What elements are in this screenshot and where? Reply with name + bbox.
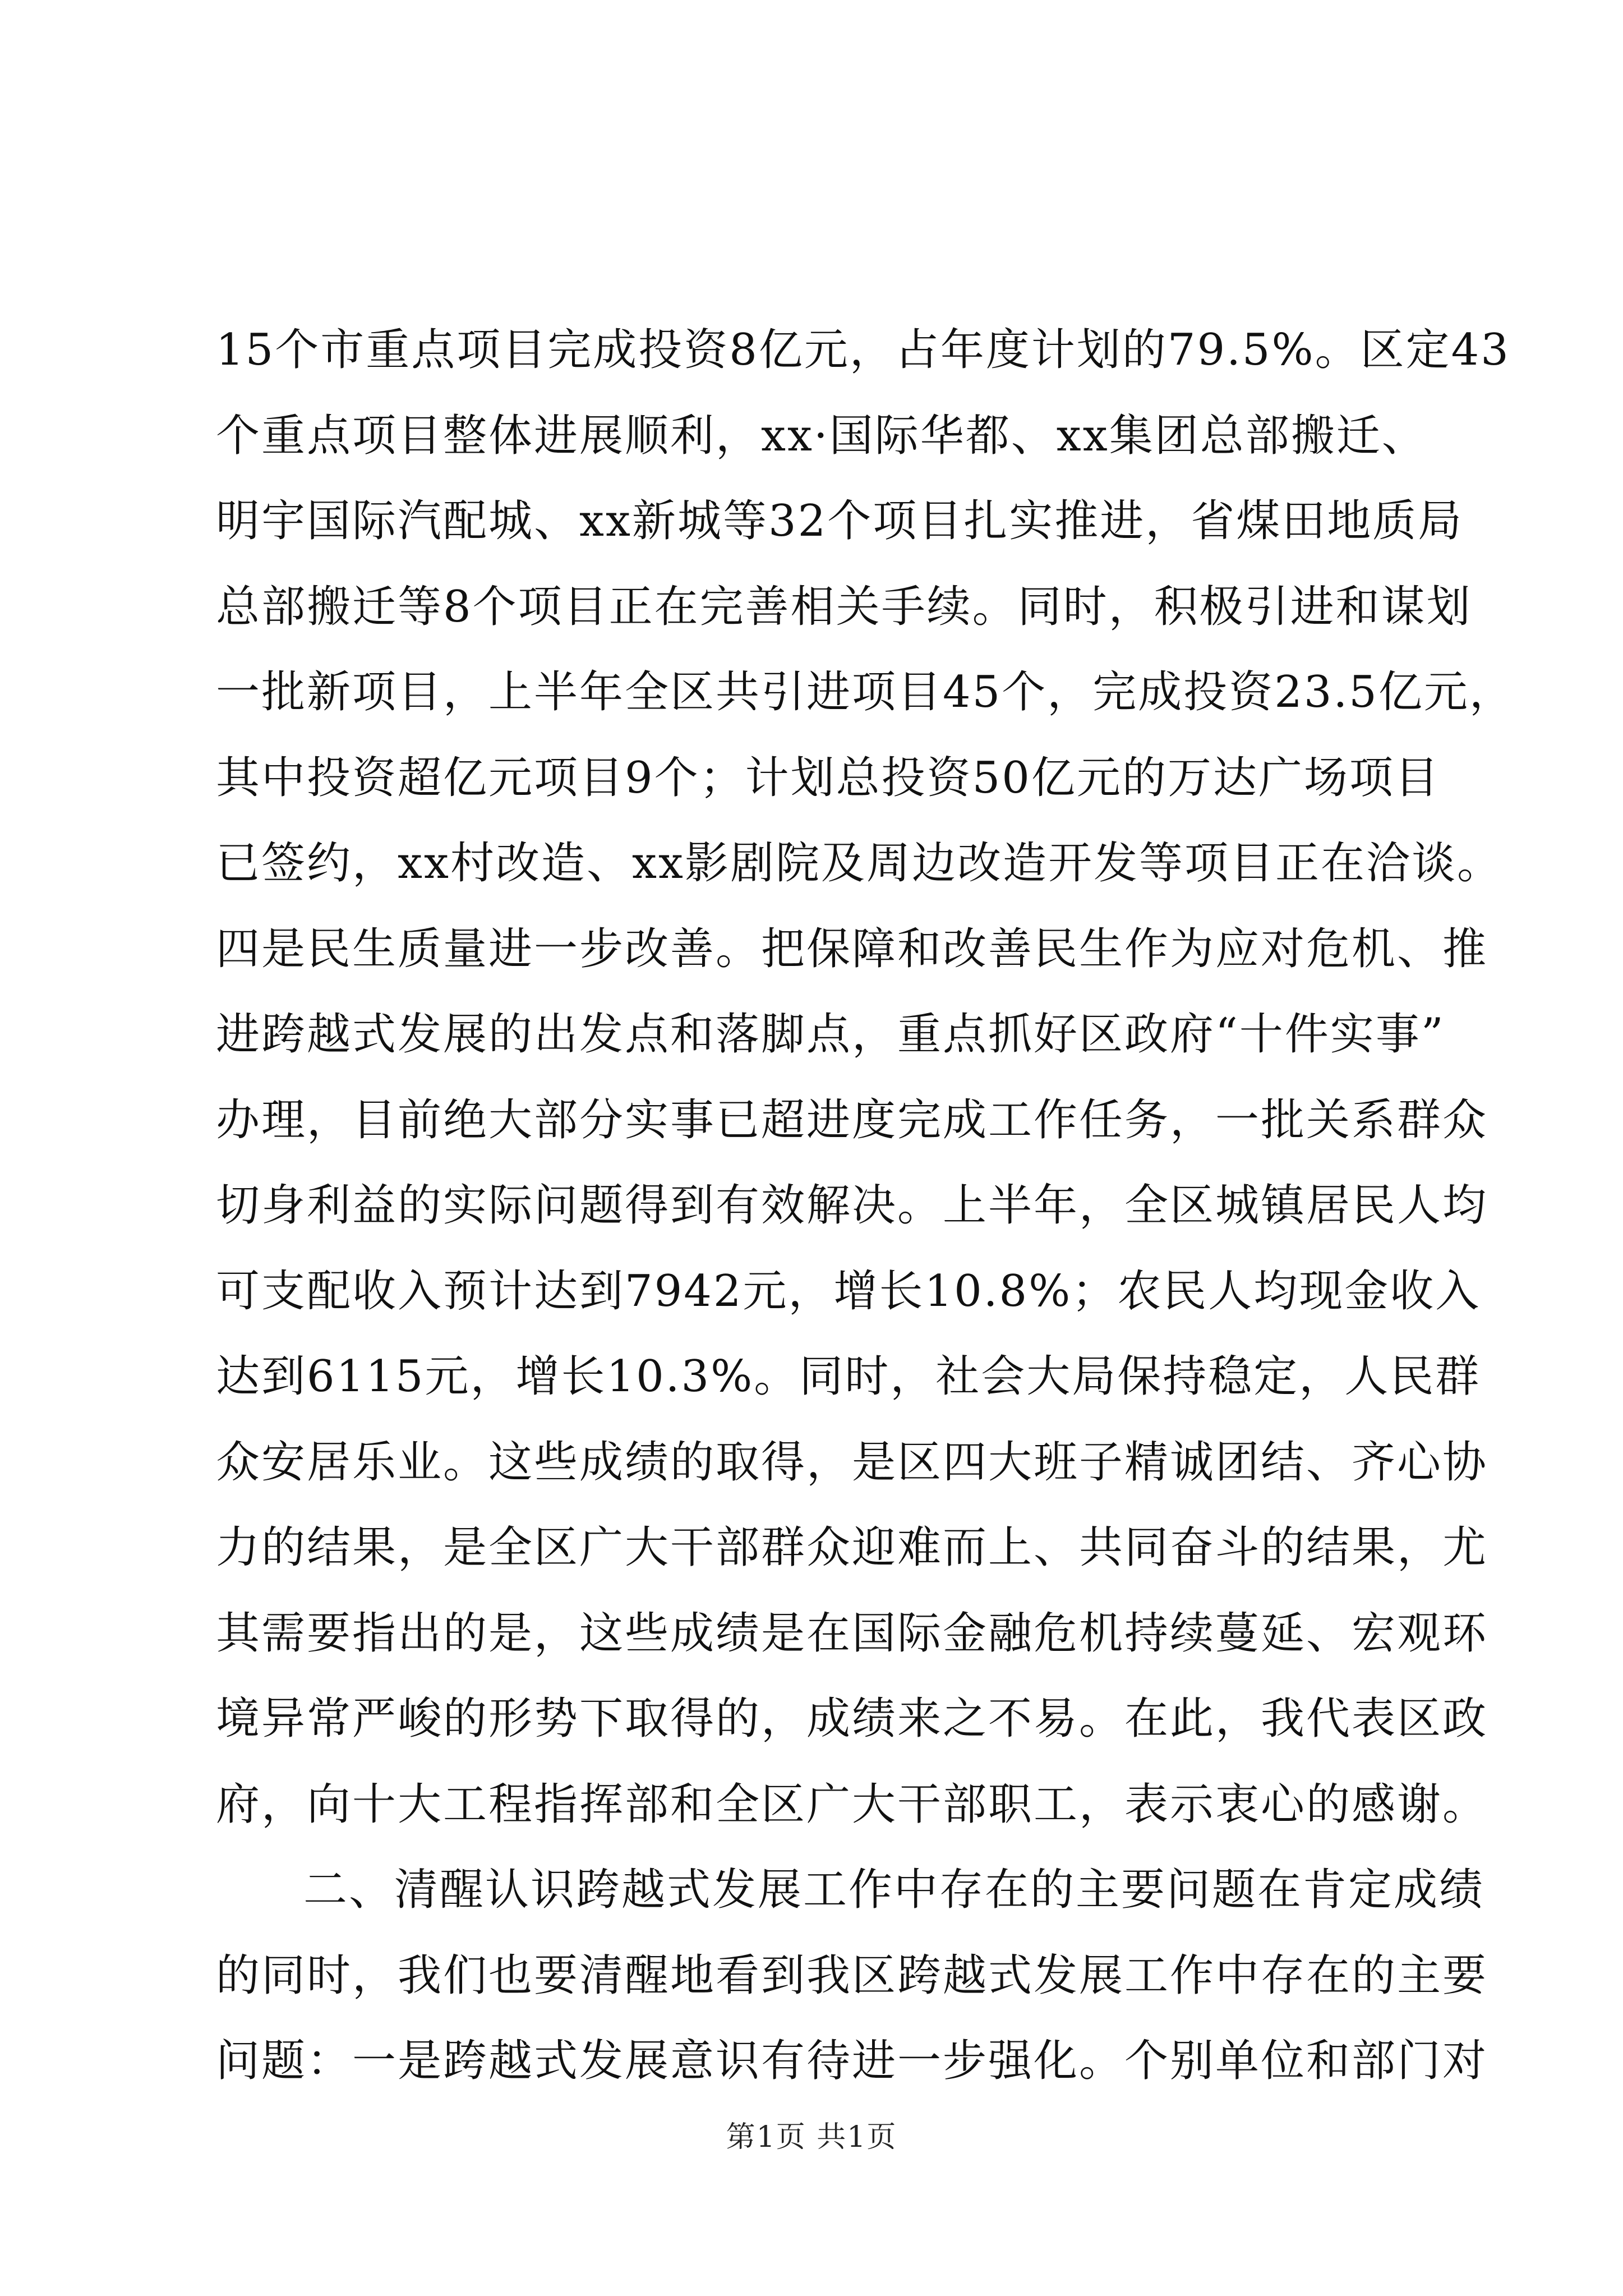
text-line: 个重点项目整体进展顺利，xx·国际华都、xx集团总部搬迁、 (216, 410, 1427, 461)
text-line: 明宇国际汽配城、xx新城等32个项目扎实推进，省煤田地质局 (216, 496, 1464, 546)
text-line: 境异常严峻的形势下取得的，成绩来之不易。在此，我代表区政 (216, 1694, 1488, 1744)
text-line: 力的结果，是全区广大干部群众迎难而上、共同奋斗的结果，尤 (216, 1522, 1488, 1573)
text-line: 办理，目前绝大部分实事已超进度完成工作任务，一批关系群众 (216, 1094, 1488, 1145)
text-line: 其中投资超亿元项目9个；计划总投资50亿元的万达广场项目 (216, 752, 1440, 803)
text-line: 一批新项目，上半年全区共引进项目45个，完成投资23.5亿元， (216, 667, 1515, 717)
page-footer: 第1页 共1页 (726, 2120, 897, 2154)
text-line: 四是民生质量进一步改善。把保障和改善民生作为应对危机、推 (216, 923, 1488, 974)
text-line: 15个市重点项目完成投资8亿元，占年度计划的79.5%。区定43 (216, 325, 1510, 375)
text-line: 总部搬迁等8个项目正在完善相关手续。同时，积极引进和谋划 (216, 581, 1472, 632)
text-line: 的同时，我们也要清醒地看到我区跨越式发展工作中存在的主要 (216, 1950, 1488, 2001)
text-line: 可支配收入预计达到7942元，增长10.8%；农民人均现金收入 (216, 1266, 1481, 1317)
section-heading-line: 二、清醒认识跨越式发展工作中存在的主要问题在肯定成绩 (303, 1865, 1485, 1915)
text-line: 切身利益的实际问题得到有效解决。上半年，全区城镇居民人均 (216, 1180, 1488, 1231)
text-line: 已签约，xx村改造、xx影剧院及周边改造开发等项目正在洽谈。 (216, 838, 1502, 889)
text-line: 问题：一是跨越式发展意识有待进一步强化。个别单位和部门对 (216, 2036, 1488, 2086)
text-line: 进跨越式发展的出发点和落脚点，重点抓好区政府“十件实事” (216, 1009, 1445, 1060)
text-line: 府，向十大工程指挥部和全区广大干部职工，表示衷心的感谢。 (216, 1779, 1488, 1830)
text-line: 众安居乐业。这些成绩的取得，是区四大班子精诚团结、齐心协 (216, 1437, 1488, 1488)
text-line: 达到6115元，增长10.3%。同时，社会大局保持稳定，人民群 (216, 1351, 1481, 1402)
text-line: 其需要指出的是，这些成绩是在国际金融危机持续蔓延、宏观环 (216, 1608, 1488, 1659)
document-body (216, 307, 1515, 2104)
